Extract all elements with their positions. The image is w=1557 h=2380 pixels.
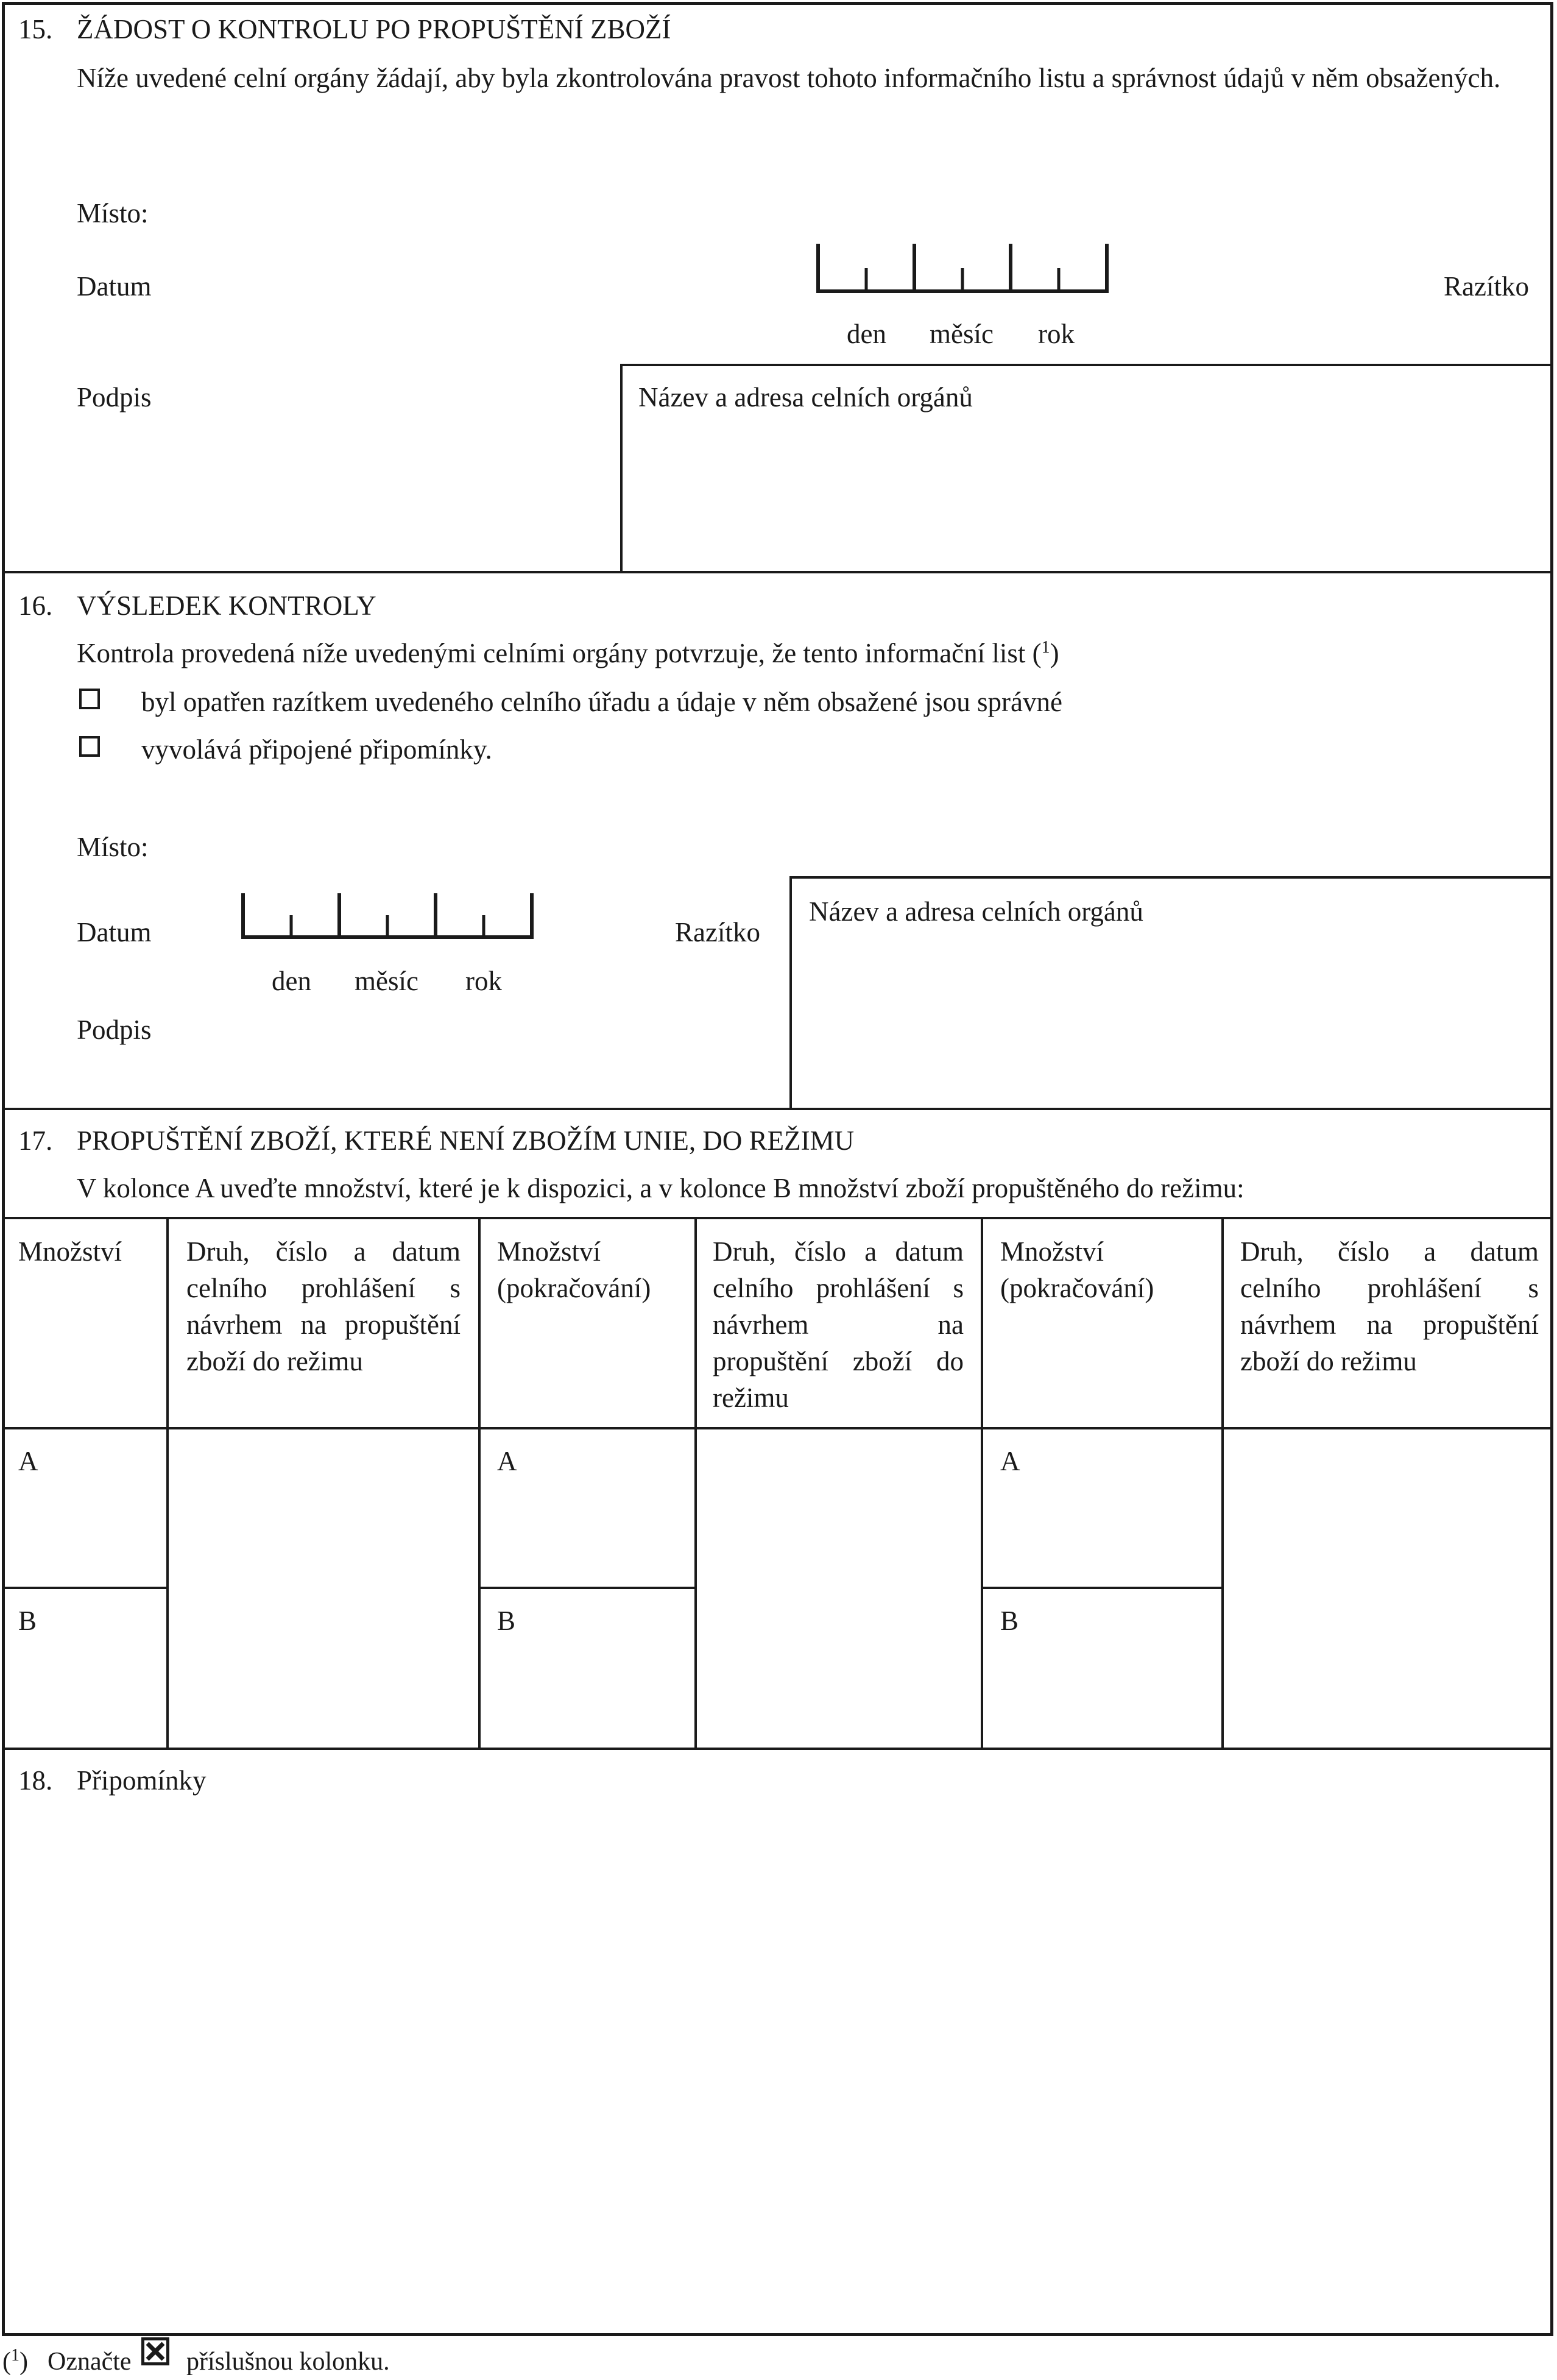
footnote-ref: ($^1$) (2, 2346, 28, 2376)
section16-authority-label: Název a adresa celních orgánů (809, 896, 1143, 927)
section16-date-day: den (272, 966, 311, 996)
footnote-text-after: příslušnou kolonku. (186, 2348, 390, 2376)
section16-date-field[interactable] (241, 893, 534, 941)
section17-number: 17. (18, 1125, 53, 1156)
section15-date-label: Datum (77, 271, 152, 302)
table-header-declaration: Druh, číslo a datum celního prohlášení s návrhem na propuštění zboží do režimu (713, 1236, 964, 1413)
footnote-text-before: Označte (48, 2348, 132, 2376)
table-header-quantity: Množství (18, 1236, 122, 1267)
section16-signature-label: Podpis (77, 1015, 152, 1045)
table-header-quantity-cont: Množství (pokračování) (1000, 1236, 1154, 1303)
section16-place-label: Místo: (77, 832, 149, 862)
option1-label: byl opatřen razítkem uvedeného celního úřadu a údaje v něm obsažené jsou správné (141, 687, 1062, 717)
section16-date-month: měsíc (355, 966, 418, 996)
section15-date-year: rok (1038, 319, 1075, 349)
row-a-label: A (18, 1446, 38, 1476)
section16-stamp-label: Razítko (675, 917, 760, 947)
section17-title: PROPUŠTĚNÍ ZBOŽÍ, KTERÉ NENÍ ZBOŽÍM UNIE, DO REŽIMU (77, 1125, 855, 1156)
section15-number: 15. (18, 14, 53, 44)
row-b-label: B (18, 1606, 37, 1636)
section18-title: Připomínky (77, 1765, 207, 1796)
section16-number: 16. (18, 590, 53, 621)
section16-intro: Kontrola provedená níže uvedenými celními orgány potvrzuje, že tento informační list ($^1$) (77, 638, 1059, 668)
checked-box-icon (141, 2337, 169, 2365)
section15-date-field[interactable] (816, 244, 1109, 296)
table-header-quantity-cont: Množství (pokračování) (497, 1236, 651, 1303)
section15-place-label: Místo: (77, 198, 149, 228)
option1-checkbox[interactable] (79, 689, 100, 709)
form-frame (2, 2, 1553, 2336)
section16-date-label: Datum (77, 917, 152, 947)
table-header-declaration: Druh, číslo a datum celního prohlášení s návrhem na propuštění zboží do režimu (1240, 1236, 1539, 1376)
section15-signature-label: Podpis (77, 382, 152, 413)
section16-title: VÝSLEDEK KONTROLY (77, 590, 376, 621)
row-a-label: A (1000, 1446, 1020, 1476)
section18-number: 18. (18, 1765, 53, 1796)
section15-authority-label: Název a adresa celních orgánů (638, 382, 973, 413)
section15-text: Níže uvedené celní orgány žádají, aby byla zkontrolována pravost tohoto informačního listu a správnost údajů v něm obsažených. (77, 63, 1501, 93)
section17-instructions: V kolonce A uveďte množství, které je k dispozici, a v kolonce B množství zboží propuštěného do režimu: (77, 1173, 1245, 1203)
table-header-declaration: Druh, číslo a datum celního prohlášení s návrhem na propuštění zboží do režimu (186, 1236, 461, 1376)
row-a-label: A (497, 1446, 517, 1476)
section15-stamp-label: Razítko (1444, 271, 1529, 302)
option2-label: vyvolává připojené připomínky. (141, 734, 492, 765)
row-b-label: B (497, 1606, 516, 1636)
section15-title: ŽÁDOST O KONTROLU PO PROPUŠTĚNÍ ZBOŽÍ (77, 14, 671, 44)
section16-date-year: rok (465, 966, 502, 996)
option2-checkbox[interactable] (79, 736, 100, 757)
row-b-label: B (1000, 1606, 1019, 1636)
section15-date-day: den (847, 319, 886, 349)
section15-date-month: měsíc (930, 319, 994, 349)
